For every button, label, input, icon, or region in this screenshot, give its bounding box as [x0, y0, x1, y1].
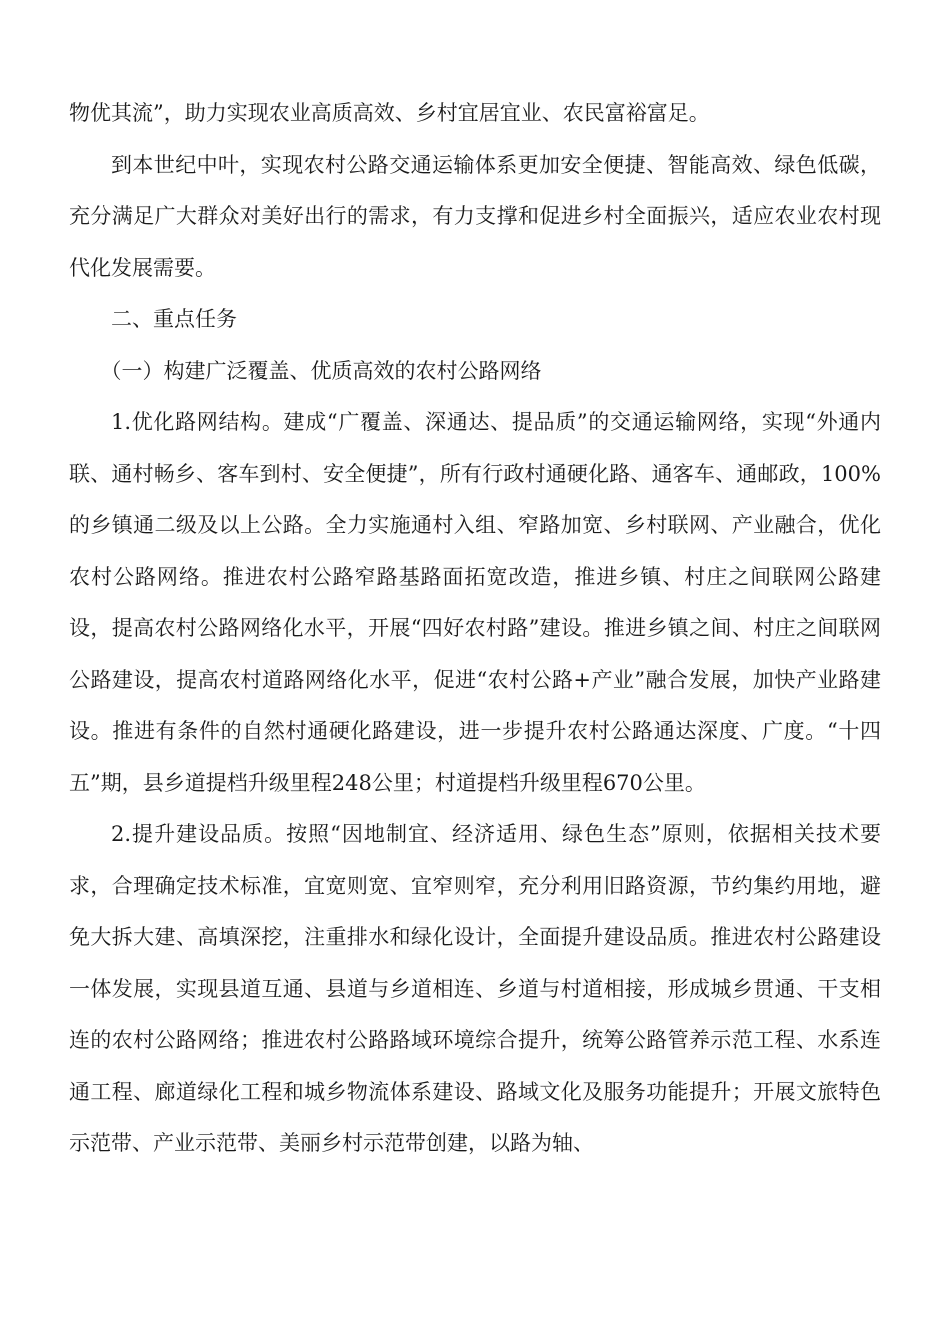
- document-body: [69, 88, 881, 1170]
- paragraph-optimize-network: 1.优化路网结构。建成“广覆盖、深通达、提品质”的交通运输网络，实现“外通内联、通村畅乡、客车到村、安全便捷”，所有行政村通硬化路、通客车、通邮政，100%的乡镇通二级及以上公路。全力实施通村入组、窄路加宽、乡村联网、产业融合，优化农村公路网络。推进农村公路窄路基路面拓宽改造，推进乡镇、村庄之间联网公路建设，提高农村公路网络化水平，开展“四好农村路”建设。推进乡镇之间、村庄之间联网公路建设，提高农村道路网络化水平，促进“农村公路+产业”融合发展，加快产业路建设。推进有条件的自然村通硬化路建设，进一步提升农村公路通达深度、广度。“十四五”期，县乡道提档升级里程248公里；村道提档升级里程670公里。: [69, 410, 881, 795]
- subsection-heading-network: （一）构建广泛覆盖、优质高效的农村公路网络: [100, 358, 542, 383]
- section-heading-key-tasks: 二、重点任务: [111, 307, 237, 331]
- paragraph-goal-mid-century: 到本世纪中叶，实现农村公路交通运输体系更加安全便捷、智能高效、绿色低碳，充分满足广大群众对美好出行的需求，有力支撑和促进乡村全面振兴，适应农业农村现代化发展需要。: [69, 152, 881, 280]
- paragraph-improve-quality: 2.提升建设品质。按照“因地制宜、经济适用、绿色生态”原则，依据相关技术要求，合理确定技术标准，宜宽则宽、宜窄则窄，充分利用旧路资源，节约集约用地，避免大拆大建、高填深挖，注重排水和绿化设计，全面提升建设品质。推进农村公路建设一体发展，实现县道互通、县道与乡道相连、乡道与村道相接，形成城乡贯通、干支相连的农村公路网络；推进农村公路路域环境综合提升，统筹公路管养示范工程、水系连通工程、廊道绿化工程和城乡物流体系建设、路域文化及服务功能提升；开展文旅特色示范带、产业示范带、美丽乡村示范带创建，以路为轴、: [69, 822, 881, 1155]
- paragraph-continuation: 物优其流”，助力实现农业高质高效、乡村宜居宜业、农民富裕富足。: [69, 101, 710, 125]
